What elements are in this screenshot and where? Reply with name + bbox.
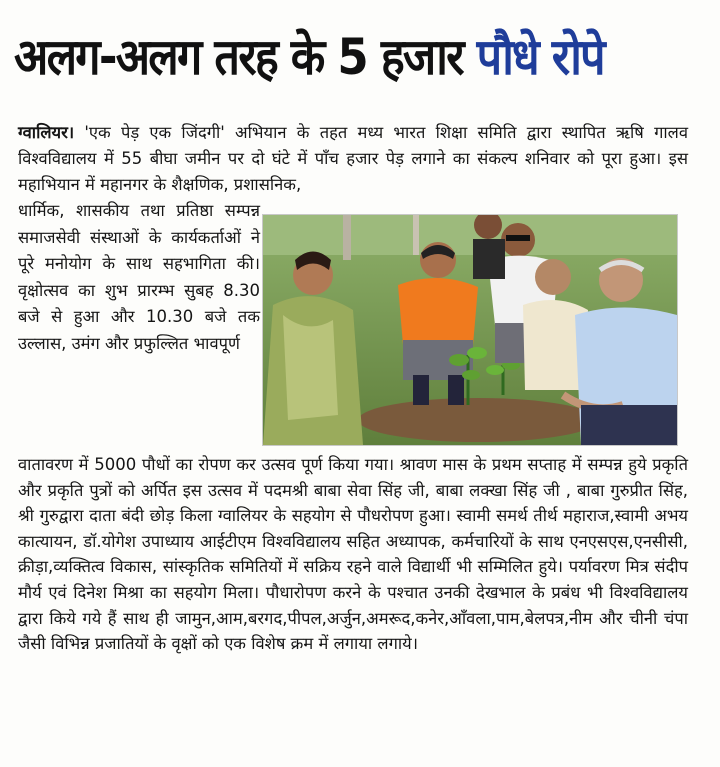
tree-plantation-photo (262, 214, 678, 446)
intro-text: 'एक पेड़ एक जिंदगी' अभियान के तहत मध्य भारत शिक्षा समिति द्वारा स्थापित ऋषि गालव विश्वविद्यालय में 55 बीघा जमीन पर दो घंटे में पाँच हजार पेड़ लगाने का संकल्प शनिवार को पूरा हुआ। इस महाभियान में महानगर के शैक्षणिक, प्रशासनिक, (18, 123, 688, 194)
headline-part-black: अलग-अलग तरह के 5 हजार (14, 28, 477, 86)
article-continued: वातावरण में 5000 पौधों का रोपण कर उत्सव पूर्ण किया गया। श्रावण मास के प्रथम सप्ताह में सम्पन्न हुये प्रकृति और प्रकृति पुत्रों को अर्पित इस उत्सव में पदमश्री बाबा सेवा सिंह जी, बाबा लक्खा सिंह जी , बाबा गुरुप्रीत सिंह, श्री गुरुद्वारा दाता बंदी छोड़ किला ग्वालियर के सहयोग से पौधरोपण हुआ। स्वामी समर्थ तीर्थ महाराज,स्वामी अभय कात्यायन, डॉ.योगेश उपाध्याय आईटीएम विश्वविद्यालय सहित अध्यापक, कर्मचारियों के साथ एनएसएस,एनसीसी, क्रीड़ा,व्यक्तित्व विकास, सांस्कृतिक समितियों में सक्रिय रहने वाले विद्यार्थी भी सम्मिलित हुये। पर्यावरण मित्र संदीप मौर्य एवं दिनेश मिश्रा का सहयोग मिला। पौधारोपण करने के पश्चात उनकी देखभाल के प्रबंध भी विश्वविद्यालय द्वारा किये गये हैं साथ ही जामुन,आम,बरगद,पीपल,अर्जुन,अमरूद,कनेर,आँवला,पाम,बेलपत्र,नीम और चीनी चंपा जैसी विभिन्न प्रजातियों के वृक्षों को एक विशेष क्रम में लगाया लगाये। (18, 455, 688, 654)
headline-part-blue: पौधे रोपे (476, 28, 604, 86)
article-wrap-column: धार्मिक, शासकीय तथा प्रतिष्ठा सम्पन्न समाजसेवी संस्थाओं के कार्यकर्ताओं ने पूरे मनोयोग के साथ सहभागिता की। वृक्षोत्सव का शुभ प्रारम्भ सुबह 8.30 बजे से हुआ और 10.30 बजे तक उल्लास, उमंग और प्रफुल्लित भावपूर्ण (18, 201, 260, 353)
article-intro (18, 120, 688, 198)
dateline: ग्वालियर। (18, 123, 75, 142)
headline (14, 14, 637, 100)
